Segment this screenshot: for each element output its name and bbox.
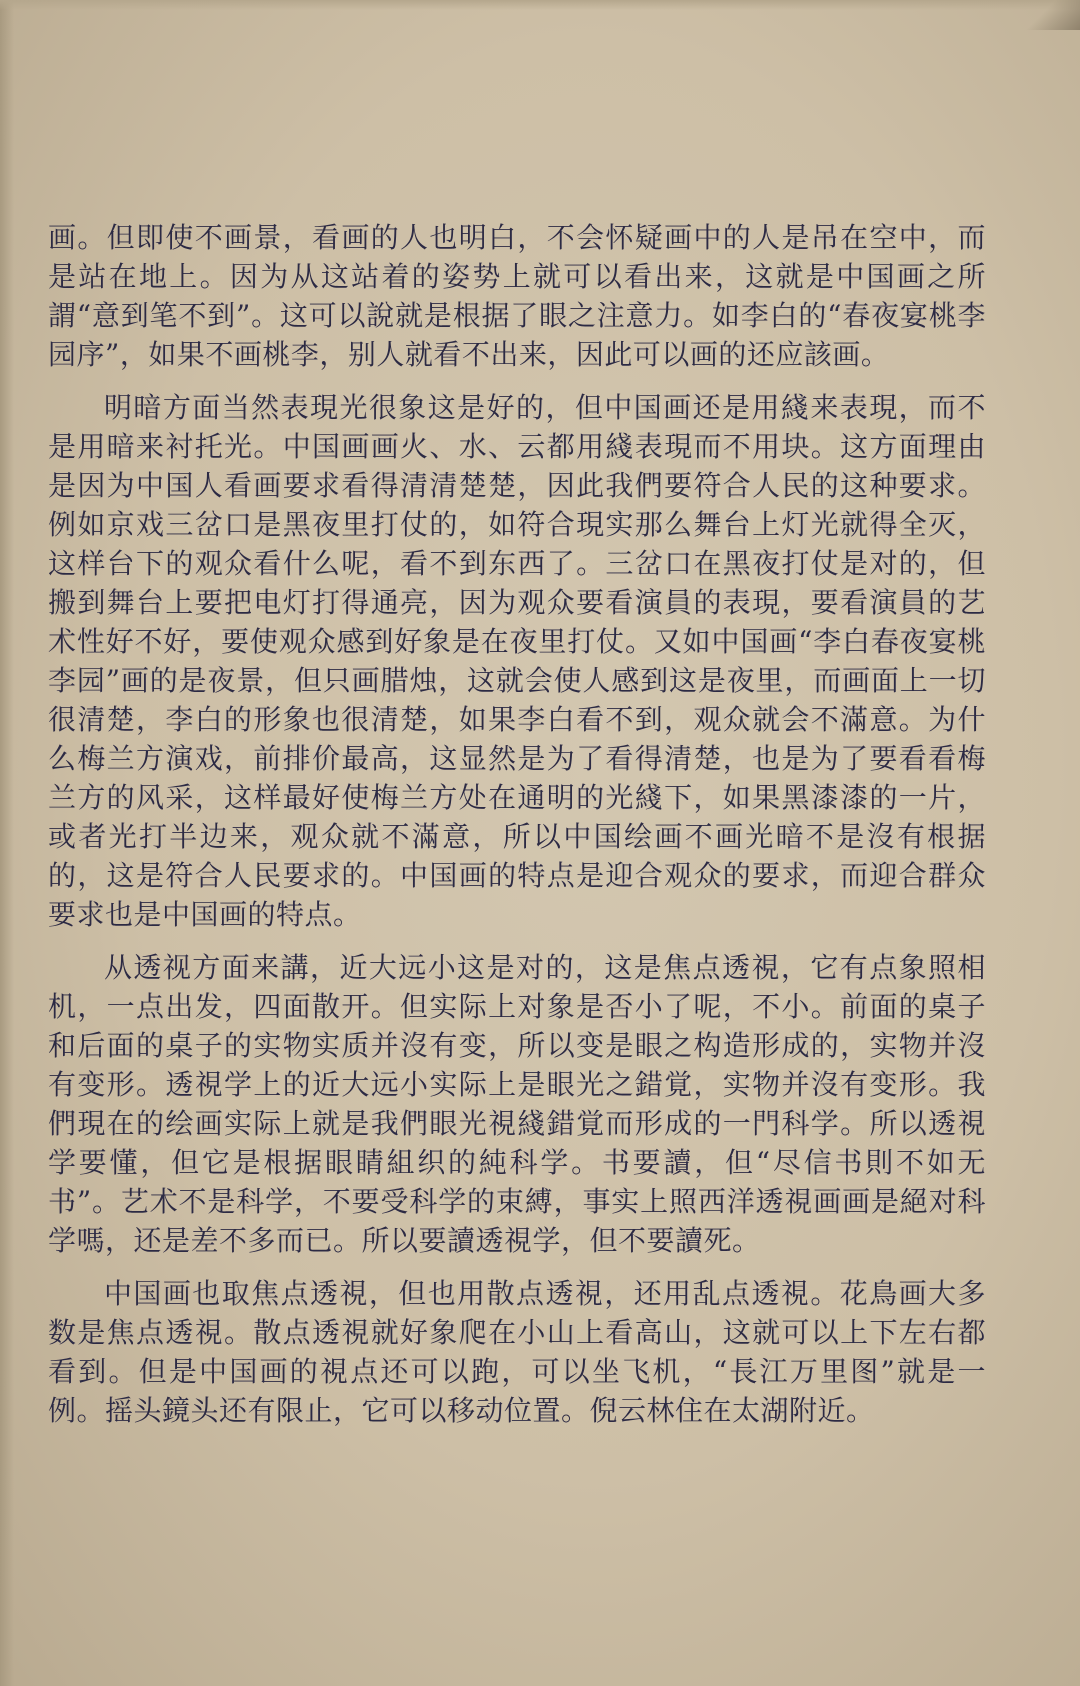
paragraph-continued: 画。但即使不画景，看画的人也明白，不会怀疑画中的人是吊在空中，而是站在地上。因为从这站着的姿势上就可以看出来，这就是中国画之所謂“意到笔不到”。这可以說就是根据了眼之注意力。如李白的“春夜宴桃李园序”，如果不画桃李，别人就看不出来，因此可以画的还应該画。 bbox=[48, 221, 986, 371]
page-edge-shadow bbox=[0, 0, 14, 1686]
paragraph-light-shadow: 明暗方面当然表現光很象这是好的，但中国画还是用綫来表現，而不是用暗来衬托光。中国画画火、水、云都用綫表現而不用块。这方面理由是因为中国人看画要求看得清清楚楚，因此我們要符合人民的这种要求。例如京戏三岔口是黑夜里打仗的，如符合現实那么舞台上灯光就得全灭，这样台下的观众看什么呢，看不到东西了。三岔口在黑夜打仗是对的，但搬到舞台上要把电灯打得通亮，因为观众要看演員的表現，要看演員的艺术性好不好，要使观众感到好象是在夜里打仗。又如中国画“李白春夜宴桃李园”画的是夜景，但只画腊烛，这就会使人感到这是夜里，而画面上一切很清楚，李白的形象也很清楚，如果李白看不到，观众就会不滿意。为什么梅兰方演戏，前排价最高，这显然是为了看得清楚，也是为了要看看梅兰方的风采，这样最好使梅兰方处在通明的光綫下，如果黑漆漆的一片，或者光打半边来，观众就不滿意，所以中国绘画不画光暗不是沒有根据的，这是符合人民要求的。中国画的特点是迎合观众的要求，而迎合群众要求也是中国画的特点。 bbox=[48, 391, 986, 931]
body-text bbox=[48, 218, 986, 1444]
page-top-shadow bbox=[0, 0, 1080, 10]
paragraph-chinese-perspective: 中国画也取焦点透視，但也用散点透視，还用乱点透視。花鳥画大多数是焦点透視。散点透視就好象爬在小山上看高山，这就可以上下左右都看到。但是中国画的視点还可以跑，可以坐飞机，“長江万里图”就是一例。摇头鏡头还有限止，它可以移动位置。倪云林住在太湖附近。 bbox=[48, 1277, 986, 1427]
page-corner-wear bbox=[1020, 0, 1080, 30]
paragraph-perspective: 从透视方面来講，近大远小这是对的，这是焦点透視，它有点象照相机，一点出发，四面散开。但实际上对象是否小了呢，不小。前面的桌子和后面的桌子的实物实质并沒有变，所以变是眼之构造形成的，实物并沒有变形。透視学上的近大远小实际上是眼光之錯覚，实物并沒有变形。我們現在的绘画实际上就是我們眼光視綫錯覚而形成的一門科学。所以透視学要懂，但它是根据眼睛組织的純科学。书要讀，但“尽信书則不如无书”。艺术不是科学，不要受科学的束縛，事实上照西洋透視画画是絕对科学嗎，还是差不多而已。所以要讀透視学，但不要讀死。 bbox=[48, 951, 986, 1257]
